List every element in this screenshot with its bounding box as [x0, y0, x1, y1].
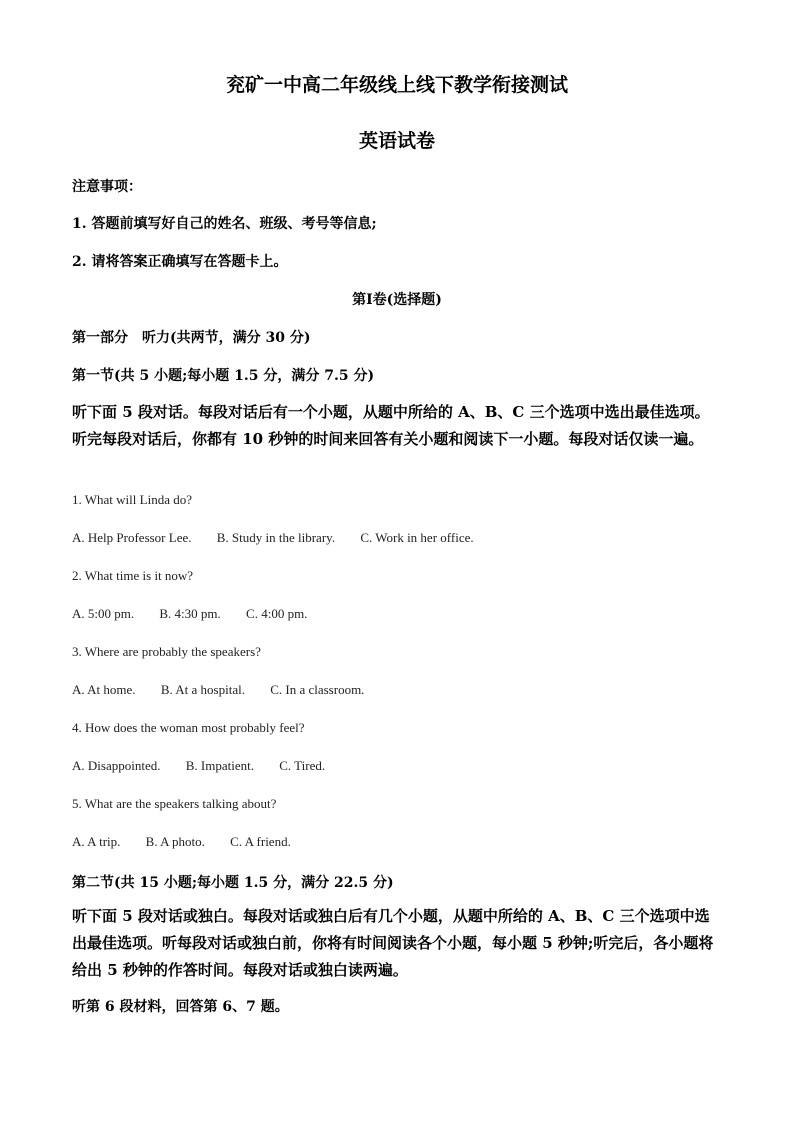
notes-heading: 注意事项：	[72, 179, 142, 195]
section2-heading: 第二节(共 15 小题;每小题 1.5 分，满分 22.5 分)	[72, 875, 394, 891]
option-b: B. Study in the library.	[216, 530, 336, 545]
section2-instructions: 听下面 5 段对话或独白。每段对话或独白后有几个小题，从题中所给的 A、B、C 三个选项中选出最佳选项。听每段对话或独白前，你将有时间阅读各个小题，每小题 5 秒钟;听完后，各小题将给出 5 秒钟的作答时间。每段对话或独白读两遍。	[72, 907, 714, 979]
section1-heading: 第一节(共 5 小题;每小题 1.5 分，满分 7.5 分)	[72, 368, 375, 384]
question-options	[72, 682, 364, 698]
option-a: A. Disappointed.	[72, 758, 161, 773]
option-b: B. 4:30 pm.	[159, 606, 221, 621]
option-b: B. At a hospital.	[160, 682, 245, 697]
option-c: C. In a classroom.	[270, 682, 365, 697]
part1-heading: 第一部分 听力(共两节，满分 30 分)	[72, 330, 311, 346]
option-c: C. Tired.	[279, 758, 326, 773]
question-stem: 1. What will Linda do?	[72, 492, 192, 507]
question-stem: 3. Where are probably the speakers?	[72, 644, 261, 659]
option-a: A. 5:00 pm.	[72, 606, 135, 621]
section1-instructions: 听下面 5 段对话。每段对话后有一个小题，从题中所给的 A、B、C 三个选项中选出最佳选项。听完每段对话后，你都有 10 秒钟的时间来回答有关小题和阅读下一小题。每段对话仅读一遍。	[72, 403, 710, 448]
option-c: C. Work in her office.	[360, 530, 474, 545]
question-stem: 4. How does the woman most probably feel?	[72, 720, 305, 735]
question-stem: 5. What are the speakers talking about?	[72, 796, 277, 811]
notes-item-2: 2. 请将答案正确填写在答题卡上。	[72, 254, 288, 270]
exam-subtitle: 英语试卷	[358, 130, 435, 152]
question-stem: 2. What time is it now?	[72, 568, 194, 583]
option-b: B. A photo.	[145, 834, 205, 849]
option-a: A. At home.	[72, 682, 136, 697]
notes-item-1: 1. 答题前填写好自己的姓名、班级、考号等信息;	[72, 216, 377, 232]
volume-heading: 第Ⅰ卷(选择题)	[352, 292, 442, 308]
option-b: B. Impatient.	[185, 758, 254, 773]
exam-title: 兖矿一中高二年级线上线下教学衔接测试	[225, 74, 568, 96]
question-options	[72, 834, 291, 850]
option-c: C. 4:00 pm.	[246, 606, 308, 621]
option-a: A. A trip.	[72, 834, 121, 849]
question-options	[72, 758, 325, 774]
option-c: C. A friend.	[230, 834, 291, 849]
section2-material: 听第 6 段材料，回答第 6、7 题。	[72, 999, 289, 1015]
option-a: A. Help Professor Lee.	[72, 530, 192, 545]
question-options	[72, 530, 474, 546]
question-options	[72, 606, 307, 622]
